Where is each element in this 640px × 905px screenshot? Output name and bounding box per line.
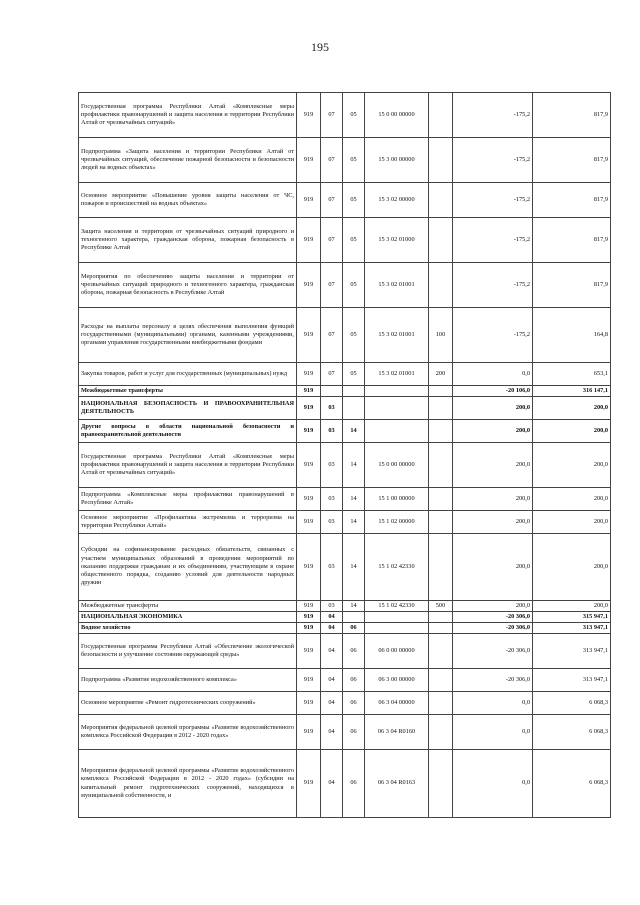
row-amount-change-cell: 0,0: [453, 750, 533, 818]
row-target-article-cell: 15 0 00 00000: [365, 93, 429, 138]
row-grbs-cell: 919: [297, 218, 321, 263]
row-expense-type-cell: [429, 443, 453, 488]
row-expense-type-cell: [429, 183, 453, 218]
row-amount-total-cell: 164,8: [533, 308, 611, 363]
row-target-article-cell: 15 3 02 01000: [365, 218, 429, 263]
row-subsection-cell: [343, 386, 365, 397]
row-amount-change-cell: 0,0: [453, 692, 533, 715]
row-grbs-cell: 919: [297, 750, 321, 818]
row-section-cell: 07: [321, 308, 343, 363]
row-expense-type-cell: [429, 692, 453, 715]
row-grbs-cell: 919: [297, 183, 321, 218]
row-name-cell: Государственная программа Республики Алтай «Обеспечение экологической безопасности и улучшение состояния окружающей среды»: [79, 634, 297, 669]
row-amount-change-cell: -175,2: [453, 218, 533, 263]
table-row: [79, 488, 611, 511]
table-row: [79, 623, 611, 634]
row-subsection-cell: 14: [343, 534, 365, 601]
row-section-cell: 07: [321, 93, 343, 138]
row-name-cell: Основное мероприятие «Профилактика экстремизма и терроризма на территории Республики Алтай»: [79, 511, 297, 534]
row-grbs-cell: 919: [297, 397, 321, 420]
row-target-article-cell: 15 3 02 01001: [365, 308, 429, 363]
row-name-cell: Закупка товаров, работ и услуг для государственных (муниципальных) нужд: [79, 363, 297, 386]
row-name-cell: Мероприятия федеральной целевой программы «Развитие водохозяйственного комплекса Российской Федерации в 2012 - 2020 годах»: [79, 715, 297, 750]
table-row: [79, 601, 611, 612]
row-section-cell: 03: [321, 511, 343, 534]
row-name-cell: Субсидии на софинансирование расходных обязательств, связанных с участием муниципальных образований в проведении мероприятий по оказанию поддержки гражданам и их объединениям, участвующим в охране общественного порядка, созданию условий для деятельности народных дружин: [79, 534, 297, 601]
row-target-article-cell: 15 3 02 00000: [365, 183, 429, 218]
row-section-cell: 04: [321, 612, 343, 623]
row-target-article-cell: 06 3 04 R0163: [365, 750, 429, 818]
row-amount-change-cell: 200,0: [453, 420, 533, 443]
row-amount-total-cell: 200,0: [533, 397, 611, 420]
row-expense-type-cell: [429, 263, 453, 308]
row-section-cell: 04: [321, 715, 343, 750]
row-subsection-cell: 06: [343, 715, 365, 750]
row-expense-type-cell: [429, 634, 453, 669]
row-subsection-cell: 05: [343, 138, 365, 183]
row-target-article-cell: 06 3 04 00000: [365, 692, 429, 715]
row-target-article-cell: 15 3 02 01001: [365, 363, 429, 386]
row-target-article-cell: 06 0 00 00000: [365, 634, 429, 669]
row-section-cell: 03: [321, 420, 343, 443]
row-amount-change-cell: -175,2: [453, 308, 533, 363]
row-section-cell: 03: [321, 443, 343, 488]
table-row: [79, 511, 611, 534]
row-amount-change-cell: -20 306,0: [453, 669, 533, 692]
table-row: [79, 263, 611, 308]
row-amount-total-cell: 817,9: [533, 93, 611, 138]
row-section-cell: 04: [321, 623, 343, 634]
table-row: [79, 443, 611, 488]
row-amount-total-cell: 817,9: [533, 138, 611, 183]
page-number: 195: [311, 40, 329, 54]
row-name-cell: Межбюджетные трансферты: [79, 386, 297, 397]
row-amount-total-cell: 653,1: [533, 363, 611, 386]
row-section-cell: 07: [321, 263, 343, 308]
row-amount-change-cell: -20 106,0: [453, 386, 533, 397]
row-amount-change-cell: -175,2: [453, 93, 533, 138]
row-target-article-cell: [365, 386, 429, 397]
row-amount-change-cell: 200,0: [453, 601, 533, 612]
table-row: [79, 397, 611, 420]
row-section-cell: 04: [321, 634, 343, 669]
row-subsection-cell: 05: [343, 218, 365, 263]
row-amount-change-cell: -20 306,0: [453, 634, 533, 669]
row-subsection-cell: [343, 612, 365, 623]
row-expense-type-cell: [429, 420, 453, 443]
row-amount-change-cell: 200,0: [453, 534, 533, 601]
row-amount-total-cell: 817,9: [533, 263, 611, 308]
row-expense-type-cell: [429, 534, 453, 601]
row-amount-total-cell: 315 947,1: [533, 612, 611, 623]
row-subsection-cell: 05: [343, 308, 365, 363]
row-amount-total-cell: 200,0: [533, 534, 611, 601]
row-amount-change-cell: 200,0: [453, 397, 533, 420]
row-target-article-cell: 15 1 02 42330: [365, 601, 429, 612]
row-amount-change-cell: -20 306,0: [453, 623, 533, 634]
row-expense-type-cell: 500: [429, 601, 453, 612]
row-expense-type-cell: [429, 488, 453, 511]
row-subsection-cell: 14: [343, 601, 365, 612]
row-expense-type-cell: [429, 93, 453, 138]
row-amount-total-cell: 200,0: [533, 601, 611, 612]
row-subsection-cell: 06: [343, 634, 365, 669]
table-row: [79, 218, 611, 263]
table-row: [79, 363, 611, 386]
row-name-cell: Основное мероприятие «Повышение уровня защиты населения от ЧС, пожаров и происшествий на водных объектах»: [79, 183, 297, 218]
row-amount-total-cell: 313 947,1: [533, 669, 611, 692]
row-expense-type-cell: [429, 715, 453, 750]
row-amount-total-cell: 6 068,3: [533, 715, 611, 750]
table-row: [79, 420, 611, 443]
budget-table-body: [79, 93, 611, 818]
row-subsection-cell: 05: [343, 263, 365, 308]
row-target-article-cell: 15 3 00 00000: [365, 138, 429, 183]
table-row: [79, 183, 611, 218]
row-target-article-cell: [365, 623, 429, 634]
row-name-cell: Водное хозяйство: [79, 623, 297, 634]
row-amount-total-cell: 313 947,1: [533, 634, 611, 669]
row-grbs-cell: 919: [297, 601, 321, 612]
row-name-cell: Подпрограмма «Комплексные меры профилактики правонарушений в Республике Алтай»: [79, 488, 297, 511]
row-name-cell: Основное мероприятие «Ремонт гидротехнических сооружений»: [79, 692, 297, 715]
row-amount-change-cell: -175,2: [453, 138, 533, 183]
row-grbs-cell: 919: [297, 263, 321, 308]
row-expense-type-cell: [429, 397, 453, 420]
row-subsection-cell: 05: [343, 363, 365, 386]
row-section-cell: 04: [321, 669, 343, 692]
row-grbs-cell: 919: [297, 715, 321, 750]
row-target-article-cell: 15 3 02 01001: [365, 263, 429, 308]
row-expense-type-cell: 100: [429, 308, 453, 363]
row-grbs-cell: 919: [297, 612, 321, 623]
row-subsection-cell: 14: [343, 420, 365, 443]
row-target-article-cell: 06 3 04 R0160: [365, 715, 429, 750]
row-subsection-cell: 14: [343, 443, 365, 488]
row-grbs-cell: 919: [297, 634, 321, 669]
row-amount-total-cell: 817,9: [533, 218, 611, 263]
row-amount-total-cell: 817,9: [533, 183, 611, 218]
row-amount-change-cell: -20 306,0: [453, 612, 533, 623]
row-amount-total-cell: 200,0: [533, 488, 611, 511]
row-section-cell: 07: [321, 183, 343, 218]
row-grbs-cell: 919: [297, 363, 321, 386]
table-row: [79, 386, 611, 397]
row-section-cell: 07: [321, 138, 343, 183]
row-section-cell: 04: [321, 692, 343, 715]
row-subsection-cell: [343, 397, 365, 420]
row-name-cell: Расходы на выплаты персоналу в целях обеспечения выполнения функций государственными (муниципальными) органами, казенными учреждениями, органами управления государственными внебюджетными фондами: [79, 308, 297, 363]
row-name-cell: Государственная программа Республики Алтай «Комплексные меры профилактики правонарушений и защита населения и территории Республики Алтай от чрезвычайных ситуаций»: [79, 443, 297, 488]
row-subsection-cell: 06: [343, 692, 365, 715]
row-amount-change-cell: 0,0: [453, 715, 533, 750]
row-name-cell: Мероприятия федеральной целевой программы «Развитие водохозяйственного комплекса Российской Федерации в 2012 - 2020 годах» (субсидии на капитальный ремонт гидротехнических сооружений, находящихся в муниципальной собственности, и: [79, 750, 297, 818]
row-subsection-cell: 06: [343, 669, 365, 692]
row-grbs-cell: 919: [297, 386, 321, 397]
row-expense-type-cell: [429, 218, 453, 263]
row-grbs-cell: 919: [297, 488, 321, 511]
table-row: [79, 308, 611, 363]
row-name-cell: Другие вопросы в области национальной безопасности и правоохранительной деятельности: [79, 420, 297, 443]
row-target-article-cell: 15 1 00 00000: [365, 488, 429, 511]
row-subsection-cell: 06: [343, 623, 365, 634]
row-expense-type-cell: 200: [429, 363, 453, 386]
row-amount-change-cell: 0,0: [453, 363, 533, 386]
row-amount-change-cell: -175,2: [453, 263, 533, 308]
table-row: [79, 612, 611, 623]
row-grbs-cell: 919: [297, 692, 321, 715]
row-grbs-cell: 919: [297, 669, 321, 692]
row-amount-total-cell: 6 068,3: [533, 750, 611, 818]
row-section-cell: 07: [321, 363, 343, 386]
row-target-article-cell: [365, 612, 429, 623]
row-expense-type-cell: [429, 669, 453, 692]
row-expense-type-cell: [429, 138, 453, 183]
row-name-cell: Государственная программа Республики Алтай «Комплексные меры профилактики правонарушений и защита населения и территории Республики Алтай от чрезвычайных ситуаций»: [79, 93, 297, 138]
row-expense-type-cell: [429, 750, 453, 818]
row-amount-total-cell: 316 147,1: [533, 386, 611, 397]
row-subsection-cell: 05: [343, 93, 365, 138]
row-amount-change-cell: 200,0: [453, 511, 533, 534]
table-row: [79, 534, 611, 601]
table-row: [79, 138, 611, 183]
row-grbs-cell: 919: [297, 308, 321, 363]
row-section-cell: 03: [321, 397, 343, 420]
table-row: [79, 715, 611, 750]
table-row: [79, 750, 611, 818]
row-target-article-cell: 15 1 02 42330: [365, 534, 429, 601]
row-grbs-cell: 919: [297, 420, 321, 443]
row-expense-type-cell: [429, 511, 453, 534]
row-subsection-cell: 05: [343, 183, 365, 218]
row-target-article-cell: [365, 420, 429, 443]
table-row: [79, 692, 611, 715]
table-row: [79, 93, 611, 138]
row-name-cell: Подпрограмма «Защита населения и территории Республики Алтай от чрезвычайных ситуаций, обеспечение пожарной безопасности и безопасности людей на водных объектах»: [79, 138, 297, 183]
row-amount-total-cell: 200,0: [533, 420, 611, 443]
row-name-cell: Подпрограмма «Развитие водохозяйственного комплекса»: [79, 669, 297, 692]
row-name-cell: НАЦИОНАЛЬНАЯ БЕЗОПАСНОСТЬ И ПРАВООХРАНИТЕЛЬНАЯ ДЕЯТЕЛЬНОСТЬ: [79, 397, 297, 420]
table-row: [79, 669, 611, 692]
row-amount-total-cell: 313 947,1: [533, 623, 611, 634]
row-target-article-cell: 15 1 02 00000: [365, 511, 429, 534]
row-expense-type-cell: [429, 623, 453, 634]
row-section-cell: 03: [321, 601, 343, 612]
row-name-cell: Мероприятия по обеспечению защиты населения и территории от чрезвычайных ситуаций природного и техногенного характера, гражданская оборона, пожарная безопасность в Республике Алтай: [79, 263, 297, 308]
row-grbs-cell: 919: [297, 623, 321, 634]
row-amount-total-cell: 200,0: [533, 511, 611, 534]
row-target-article-cell: 06 3 00 00000: [365, 669, 429, 692]
table-row: [79, 634, 611, 669]
row-grbs-cell: 919: [297, 511, 321, 534]
row-name-cell: Защита населения и территории от чрезвычайных ситуаций природного и техногенного характера, гражданская оборона, пожарная безопасность в Республике Алтай: [79, 218, 297, 263]
row-subsection-cell: 06: [343, 750, 365, 818]
row-expense-type-cell: [429, 612, 453, 623]
row-subsection-cell: 14: [343, 488, 365, 511]
row-amount-change-cell: -175,2: [453, 183, 533, 218]
row-grbs-cell: 919: [297, 443, 321, 488]
row-name-cell: НАЦИОНАЛЬНАЯ ЭКОНОМИКА: [79, 612, 297, 623]
row-section-cell: 04: [321, 750, 343, 818]
row-section-cell: 07: [321, 218, 343, 263]
row-grbs-cell: 919: [297, 93, 321, 138]
row-expense-type-cell: [429, 386, 453, 397]
row-name-cell: Межбюджетные трансферты: [79, 601, 297, 612]
row-section-cell: 03: [321, 488, 343, 511]
row-section-cell: 03: [321, 534, 343, 601]
row-amount-change-cell: 200,0: [453, 443, 533, 488]
row-amount-total-cell: 200,0: [533, 443, 611, 488]
row-amount-total-cell: 6 068,3: [533, 692, 611, 715]
row-target-article-cell: [365, 397, 429, 420]
budget-table: [78, 92, 611, 818]
row-subsection-cell: 14: [343, 511, 365, 534]
row-section-cell: [321, 386, 343, 397]
row-grbs-cell: 919: [297, 138, 321, 183]
row-target-article-cell: 15 0 00 00000: [365, 443, 429, 488]
row-amount-change-cell: 200,0: [453, 488, 533, 511]
row-grbs-cell: 919: [297, 534, 321, 601]
